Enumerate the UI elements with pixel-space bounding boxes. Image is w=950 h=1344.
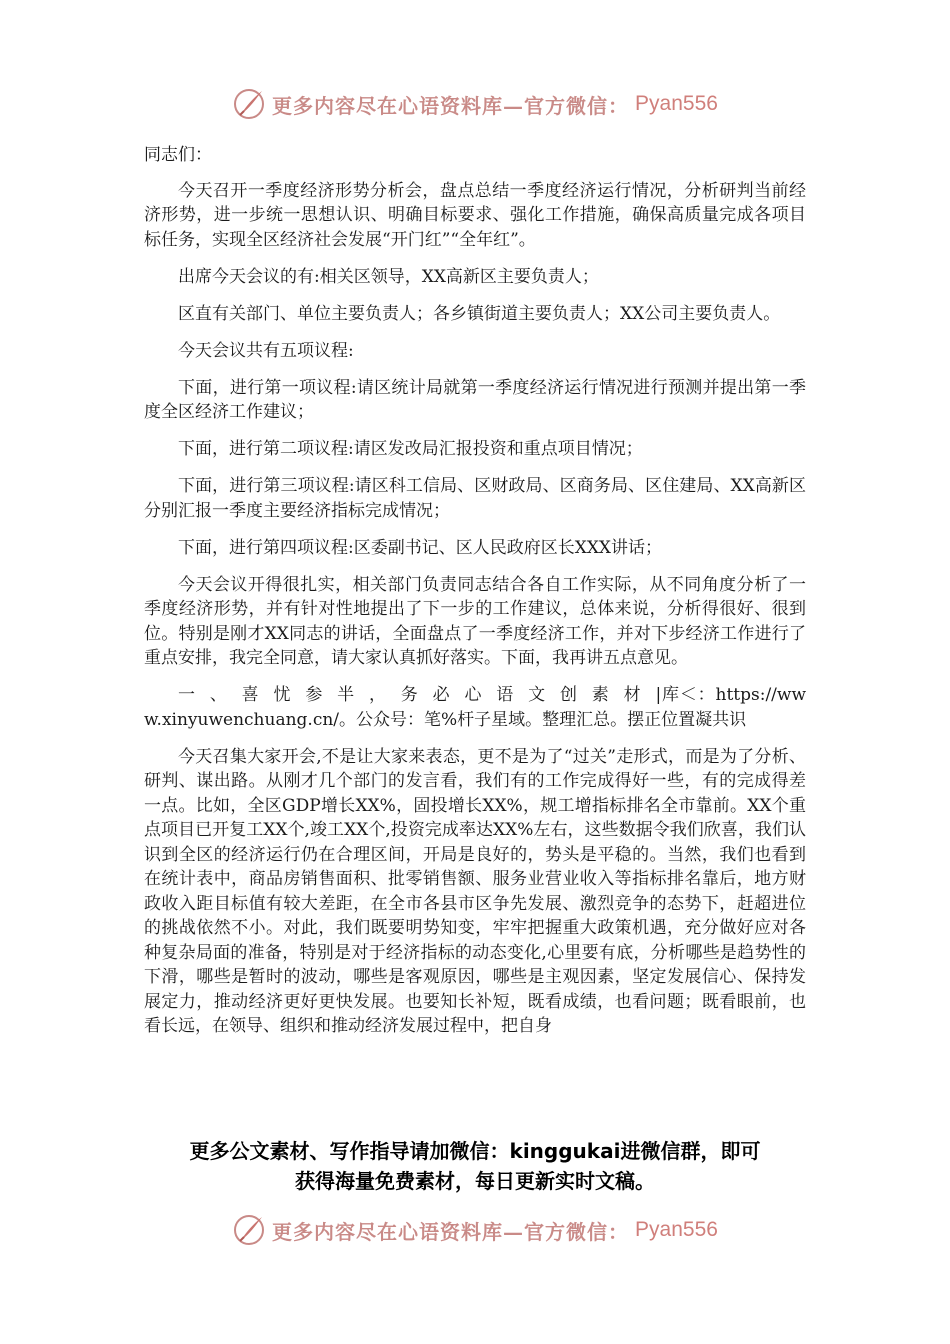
document-body	[144, 143, 806, 1063]
quill-pen-logo-icon	[232, 87, 266, 121]
banner-wechat-id: Pyan556	[635, 1218, 718, 1241]
section-heading-title: 一、喜忧参半，务必心语文创素材	[178, 685, 656, 705]
header-banner	[0, 84, 950, 124]
section-heading	[144, 683, 806, 732]
paragraph: 下面，进行第二项议程:请区发改局汇报投资和重点项目情况；	[178, 439, 643, 459]
paragraph: 区直有关部门、单位主要负责人；各乡镇街道主要负责人；XX公司主要负责人。	[178, 303, 781, 324]
footer-banner	[0, 1210, 950, 1250]
footer-ad-line: 更多公文素材、写作指导请加微信：kinggukai进微信群，即可	[189, 1139, 761, 1163]
salutation: 同志们：	[144, 145, 212, 165]
paragraph: 今天会议开得很扎实，相关部门负责同志结合各自工作实际，从不同角度分析了一季度经济形势，并有针对性地提出了下一步的工作建议，总体来说，分析得很好、很到位。特别是刚才XX同志的讲话，全面盘点了一季度经济工作，并对下步经济工作进行了重点安排，我完全同意，请大家认真抓好落实。下面，我再讲五点意见。	[144, 574, 806, 668]
paragraph: 出席今天会议的有:相关区领导，XX高新区主要负责人；	[178, 266, 599, 287]
section-heading-watermark-text: |库＜：https://www.xinyuwenchuang.cn/。公众号：笔%杆子星域。整理汇总。摆正位置凝共识	[144, 685, 807, 730]
quill-pen-logo-icon	[232, 1213, 266, 1247]
paragraph: 今天会议共有五项议程:	[178, 340, 354, 361]
banner-wechat-id: Pyan556	[635, 92, 718, 115]
paragraph: 下面，进行第四项议程:区委副书记、区人民政府区长XXX讲话；	[178, 537, 663, 558]
banner-text: 更多内容尽在心语资料库—官方微信：	[272, 93, 630, 118]
paragraph: 下面，进行第三项议程:请区科工信局、区财政局、区商务局、区住建局、XX高新区分别汇报一季度主要经济指标完成情况；	[144, 476, 806, 521]
paragraph: 今天召开一季度经济形势分析会，盘点总结一季度经济运行情况，分析研判当前经济形势，进一步统一思想认识、明确目标要求、强化工作措施，确保高质量完成各项目标任务，实现全区经济社会发展“开门红”“全年红”。	[144, 180, 806, 250]
footer-ad-line: 获得海量免费素材，每日更新实时文稿。	[295, 1169, 655, 1193]
paragraph: 下面，进行第一项议程:请区统计局就第一季度经济运行情况进行预测并提出第一季度全区经济工作建议；	[144, 377, 806, 422]
footer-ad	[0, 1136, 950, 1196]
paragraph: 今天召集大家开会,不是让大家来表态，更不是为了“过关”走形式，而是为了分析、研判、谋出路。从刚才几个部门的发言看，我们有的工作完成得好一些，有的完成得差一点。比如，全区GDP增长XX%，固投增长XX%，规工增指标排名全市靠前。XX个重点项目已开复工XX个,竣工XX个,投资完成率达XX%左右，这些数据令我们欣喜，我们认识到全区的经济运行仍在合理区间，开局是良好的，势头是平稳的。当然，我们也看到在统计表中，商品房销售面积、批零销售额、服务业营业收入等指标排名靠后，地方财政收入距目标值有较大差距，在全市各县市区争先发展、激烈竞争的态势下，赶超进位的挑战依然不小。对此，我们既要明势知变，牢牢把握重大政策机遇，充分做好应对各种复杂局面的准备，特别是对于经济指标的动态变化,心里要有底，分析哪些是趋势性的下滑，哪些是暂时的波动，哪些是客观原因，哪些是主观因素，坚定发展信心、保持发展定力，推动经济更好更快发展。也要知长补短，既看成绩，也看问题；既看眼前，也看长远，在领导、组织和推动经济发展过程中，把自身	[144, 746, 806, 1036]
banner-text: 更多内容尽在心语资料库—官方微信：	[272, 1219, 630, 1244]
